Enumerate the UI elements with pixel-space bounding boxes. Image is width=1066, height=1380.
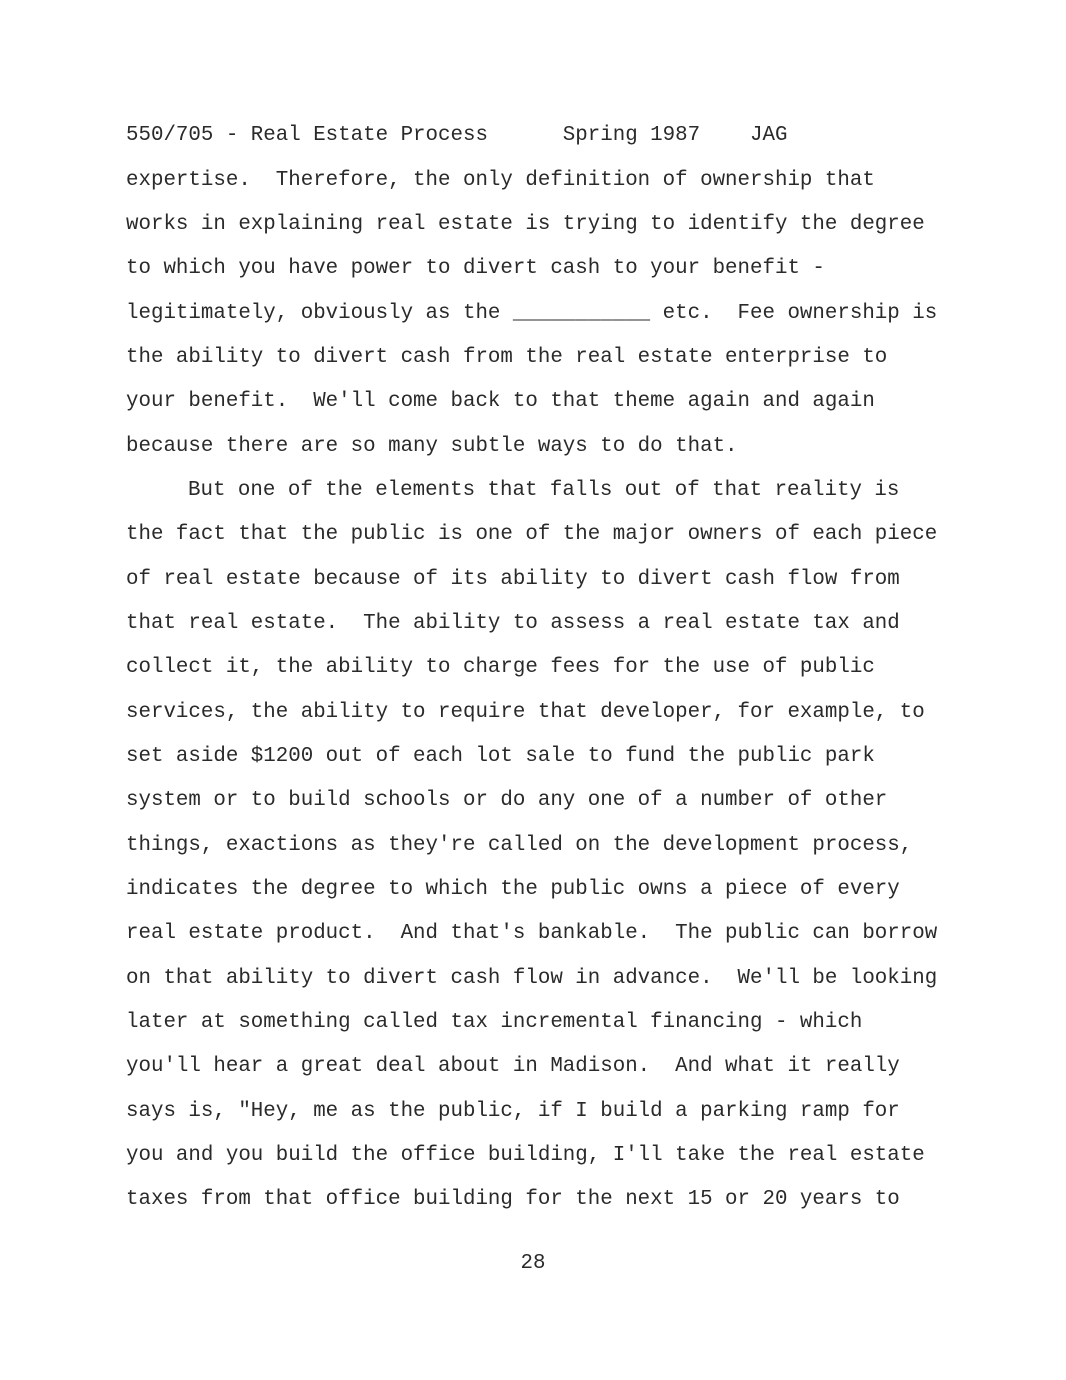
text-line: on that ability to divert cash flow in advance. We'll be looking [126, 967, 938, 990]
text-line: things, exactions as they're called on the development process, [126, 834, 913, 857]
text-line: taxes from that office building for the next 15 or 20 years to [126, 1188, 900, 1211]
text-line: indicates the degree to which the public owns a piece of every [126, 878, 900, 901]
text-line: the ability to divert cash from the real estate enterprise to [126, 346, 888, 369]
text-line: system or to build schools or do any one of a number of other [126, 789, 888, 812]
text-line: the fact that the public is one of the major owners of each piece [126, 523, 938, 546]
paragraph-first-line: But one of the elements that falls out of that reality is [188, 479, 900, 502]
text-line: collect it, the ability to charge fees for the use of public [126, 656, 875, 679]
page-number: 28 [520, 1252, 546, 1275]
text-line: later at something called tax incremental financing - which [126, 1011, 863, 1034]
running-header: 550/705 - Real Estate Process Spring 1987 JAG [126, 124, 788, 147]
text-line: set aside $1200 out of each lot sale to fund the public park [126, 745, 875, 768]
text-line: expertise. Therefore, the only definition of ownership that [126, 169, 875, 192]
text-line: legitimately, obviously as the ___________ etc. Fee ownership is [126, 302, 938, 325]
text-line: says is, "Hey, me as the public, if I build a parking ramp for [126, 1100, 900, 1123]
text-line: of real estate because of its ability to divert cash flow from [126, 568, 900, 591]
text-line: to which you have power to divert cash to your benefit - [126, 257, 825, 280]
text-line: your benefit. We'll come back to that theme again and again [126, 390, 875, 413]
text-line: you and you build the office building, I'll take the real estate [126, 1144, 925, 1167]
text-line: works in explaining real estate is trying to identify the degree [126, 213, 925, 236]
text-line: you'll hear a great deal about in Madison. And what it really [126, 1055, 900, 1078]
text-line: real estate product. And that's bankable. The public can borrow [126, 922, 938, 945]
text-line: because there are so many subtle ways to do that. [126, 435, 738, 458]
text-line: services, the ability to require that developer, for example, to [126, 701, 925, 724]
text-line: that real estate. The ability to assess a real estate tax and [126, 612, 900, 635]
